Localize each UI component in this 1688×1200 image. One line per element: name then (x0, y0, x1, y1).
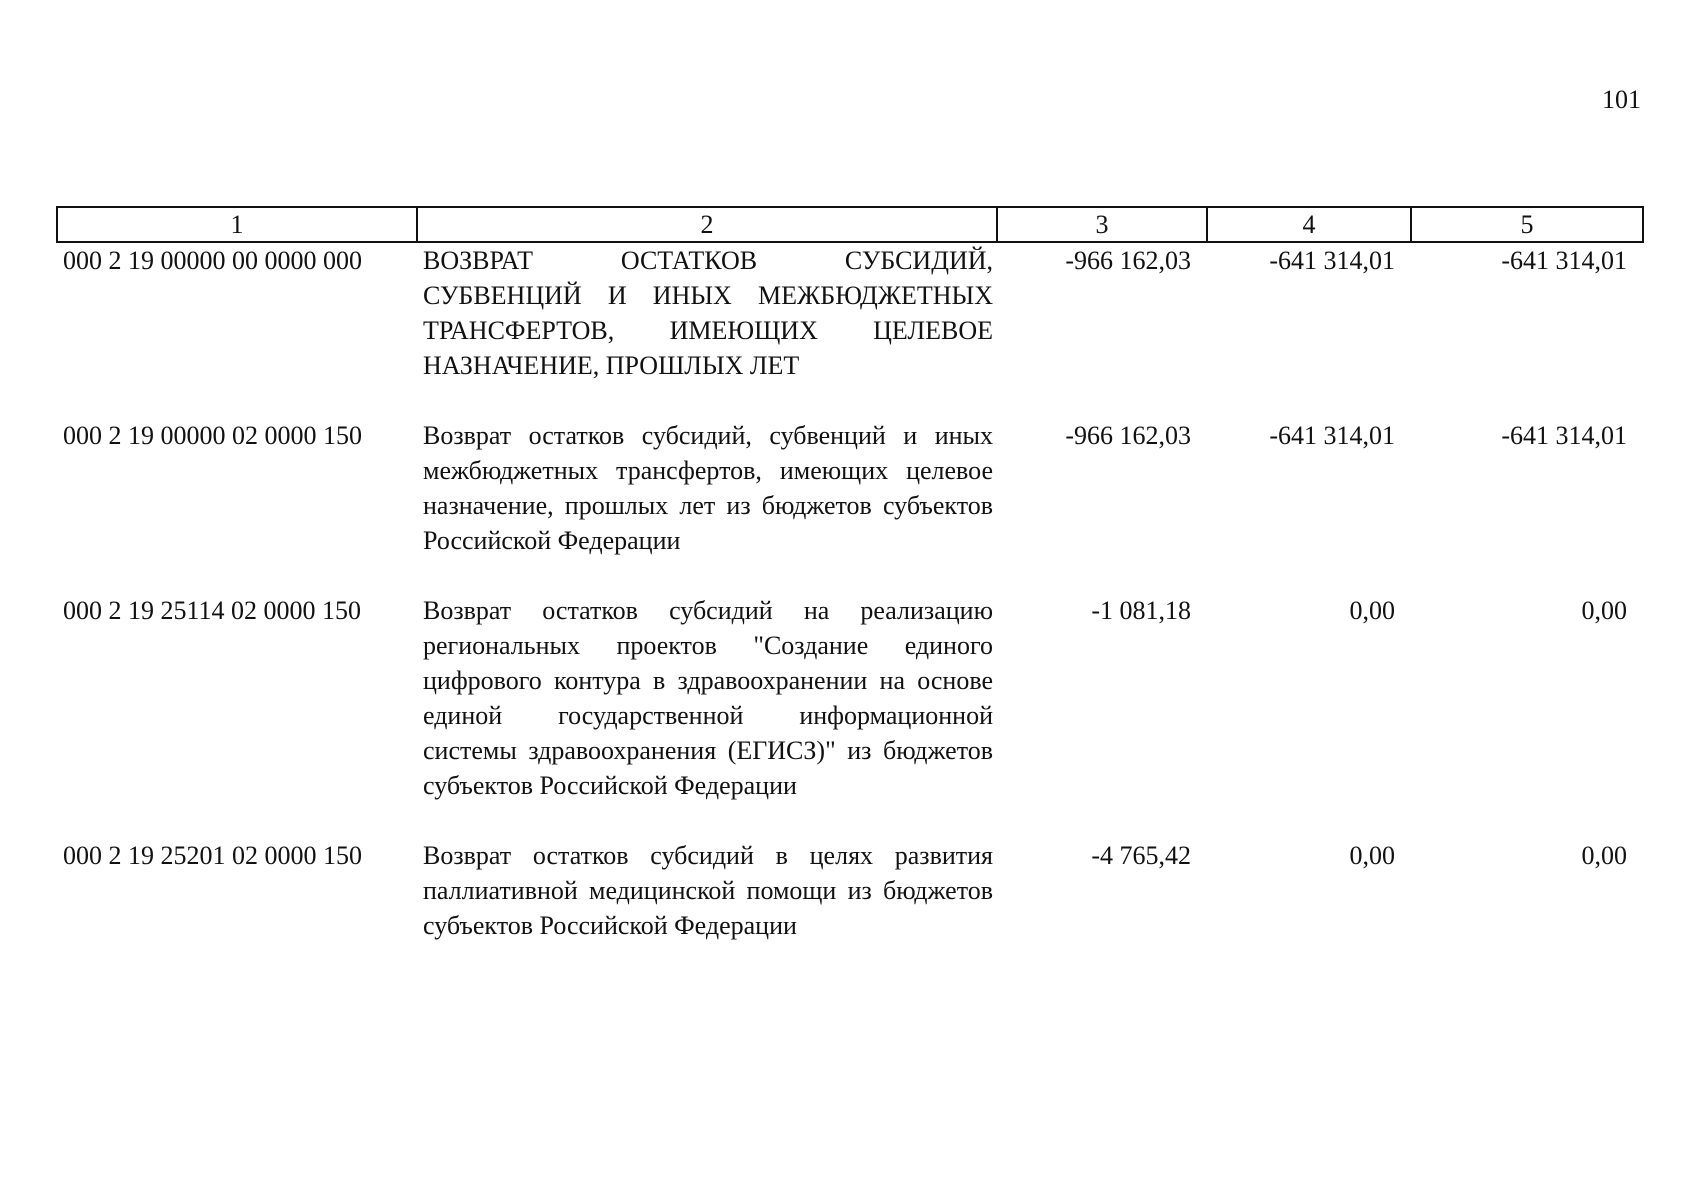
row-name: Возврат остатков субсидий в целях развития паллиативной медицинской помощи из бюджетов субъектов Российской Федерации (423, 841, 993, 940)
table-row (57, 593, 1643, 838)
row-value-col3: -4 765,42 (1091, 841, 1191, 870)
table-row (57, 242, 1643, 418)
header-col-3: 3 (997, 207, 1207, 242)
row-value-col5: -641 314,01 (1501, 421, 1627, 450)
row-value-col4: -641 314,01 (1269, 421, 1395, 450)
row-code: 000 2 19 25201 02 0000 150 (63, 841, 362, 870)
header-row (57, 207, 1643, 242)
row-name: Возврат остатков субсидий на реализацию региональных проектов "Создание единого цифрового контура в здравоохранении на основе единой государственной информационной системы здравоохранения (ЕГИСЗ)" из бюджетов субъектов Российской Федерации (423, 596, 993, 800)
table-header (57, 207, 1643, 242)
row-value-col4: 0,00 (1349, 596, 1395, 625)
header-col-1: 1 (57, 207, 417, 242)
row-value-col3: -1 081,18 (1091, 596, 1191, 625)
row-name: Возврат остатков субсидий, субвенций и иных межбюджетных трансфертов, имеющих целевое назначение, прошлых лет из бюджетов субъектов Российской Федерации (423, 421, 993, 555)
row-name: ВОЗВРАТ ОСТАТКОВ СУБСИДИЙ, СУБВЕНЦИЙ И ИНЫХ МЕЖБЮДЖЕТНЫХ ТРАНСФЕРТОВ, ИМЕЮЩИХ ЦЕЛЕВОЕ НАЗНАЧЕНИЕ, ПРОШЛЫХ ЛЕТ (423, 246, 993, 380)
row-value-col5: 0,00 (1581, 596, 1627, 625)
table-body (57, 242, 1643, 943)
header-col-4: 4 (1207, 207, 1411, 242)
row-value-col5: -641 314,01 (1501, 246, 1627, 275)
row-value-col3: -966 162,03 (1065, 421, 1191, 450)
header-col-2: 2 (417, 207, 997, 242)
row-code: 000 2 19 00000 02 0000 150 (63, 421, 362, 450)
row-value-col4: -641 314,01 (1269, 246, 1395, 275)
row-code: 000 2 19 25114 02 0000 150 (63, 596, 362, 625)
table-row (57, 838, 1643, 943)
row-value-col5: 0,00 (1581, 841, 1627, 870)
table-row (57, 418, 1643, 593)
budget-table (56, 206, 1644, 943)
row-value-col3: -966 162,03 (1065, 246, 1191, 275)
header-col-5: 5 (1411, 207, 1643, 242)
row-value-col4: 0,00 (1349, 841, 1395, 870)
page-number: 101 (1602, 85, 1641, 114)
row-code: 000 2 19 00000 00 0000 000 (63, 246, 362, 275)
